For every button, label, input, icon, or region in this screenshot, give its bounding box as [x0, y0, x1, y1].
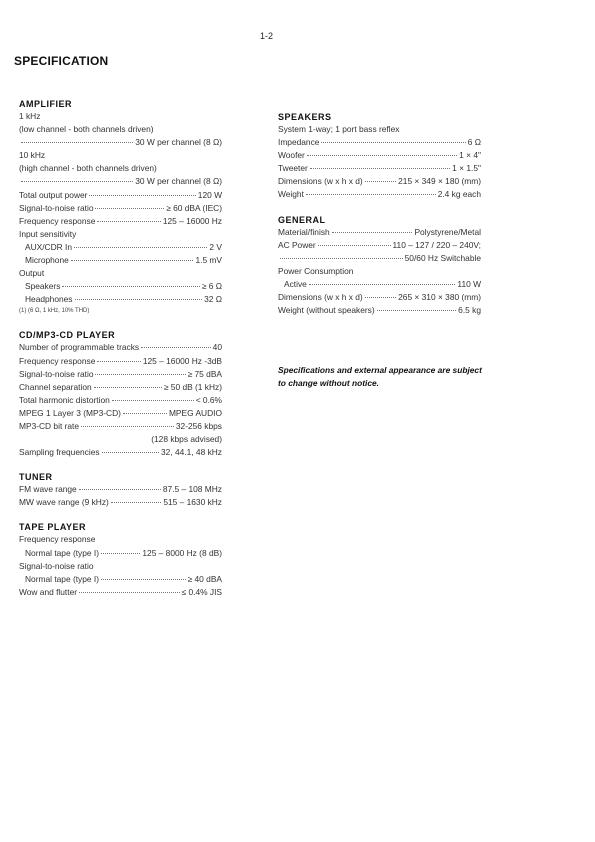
spec-label: MW wave range (9 kHz): [19, 497, 109, 508]
spec-line: [19, 368, 222, 381]
spec-line: (high channel - both channels driven): [19, 163, 157, 174]
spec-label: Number of programmable tracks: [19, 342, 140, 353]
dot-leader: [89, 189, 195, 196]
dot-leader: [102, 446, 159, 453]
spec-label: Microphone: [25, 255, 69, 266]
dot-leader: [112, 394, 194, 401]
page-title: SPECIFICATION: [14, 54, 109, 68]
dot-leader: [280, 252, 403, 259]
spec-value: 125 – 16000 Hz -3dB: [142, 355, 222, 366]
spec-line: [19, 215, 222, 228]
dot-leader: [365, 175, 396, 182]
dot-leader: [318, 239, 391, 246]
spec-value: 1.5 mV: [195, 255, 222, 266]
speakers-heading: SPEAKERS: [278, 112, 332, 122]
spec-value: 32-256 kbps: [175, 420, 222, 431]
amplifier-section: [19, 98, 222, 317]
dot-leader: [101, 547, 140, 554]
left-column: [19, 98, 222, 611]
spec-value: ≥ 6 Ω: [201, 281, 222, 292]
spec-label: Total output power: [19, 189, 88, 200]
dot-leader: [95, 368, 185, 375]
spec-value: 110 – 127 / 220 – 240V;: [392, 239, 481, 250]
dot-leader: [377, 304, 457, 311]
spec-line: [19, 293, 222, 306]
tuner-lines: [19, 483, 222, 509]
spec-value: 1 × 1.5": [452, 163, 481, 174]
dot-leader: [71, 254, 194, 261]
spec-line: Signal-to-noise ratio: [19, 560, 94, 571]
spec-line: [19, 433, 222, 446]
spec-label: Channel separation: [19, 381, 92, 392]
spec-line: [19, 420, 222, 433]
spec-label: Frequency response: [19, 215, 96, 226]
dot-leader: [81, 420, 174, 427]
general-heading: GENERAL: [278, 214, 326, 225]
disclaimer-note: Specifications and external appearance are subject to change without notice.: [278, 365, 482, 388]
spec-value: 125 – 8000 Hz (8 dB): [142, 547, 222, 558]
dot-leader: [97, 355, 140, 362]
dot-leader: [101, 573, 186, 580]
spec-line: [278, 162, 481, 175]
spec-label: Sampling frequencies: [19, 447, 100, 458]
spec-label: Active: [284, 278, 307, 289]
amplifier-footnote: (1) (6 Ω, 1 kHz, 10% THD): [19, 308, 90, 315]
spec-line: (low channel - both channels driven): [19, 124, 154, 135]
spec-value: 6 Ω: [467, 137, 481, 148]
spec-line: System 1-way; 1 port bass reflex: [278, 124, 400, 134]
spec-value: < 0.6%: [195, 394, 222, 405]
spec-value: 32, 44.1, 48 kHz: [161, 447, 222, 458]
spec-line: [19, 483, 222, 496]
spec-value: ≥ 60 dBA (IEC): [166, 202, 222, 213]
dot-leader: [97, 215, 161, 222]
spec-label: Tweeter: [278, 163, 308, 174]
spec-line: [278, 136, 481, 149]
spec-value: 32 Ω: [204, 294, 222, 305]
spec-value: ≥ 75 dBA: [187, 368, 222, 379]
spec-value: ≤ 0.4% JIS: [181, 586, 222, 597]
spec-value: MPEG AUDIO: [168, 407, 222, 418]
spec-line: [278, 291, 481, 304]
dot-leader: [62, 280, 199, 287]
spec-line: [278, 188, 481, 201]
spec-value: 87.5 – 108 MHz: [162, 484, 222, 495]
spec-label: Dimensions (w x h x d): [278, 176, 363, 187]
spec-label: FM wave range: [19, 484, 77, 495]
spec-line: [19, 547, 222, 560]
spec-line: [278, 252, 481, 265]
spec-value: 40: [212, 342, 222, 353]
spec-label: Material/finish: [278, 226, 330, 237]
spec-label: Wow and flutter: [19, 586, 78, 597]
dot-leader: [95, 202, 164, 209]
spec-line: [278, 304, 481, 317]
spec-line: [278, 175, 481, 188]
amplifier-heading: AMPLIFIER: [19, 99, 72, 109]
spec-line: [19, 241, 222, 254]
spec-line: [19, 189, 222, 202]
spec-label: Signal-to-noise ratio: [19, 368, 94, 379]
spec-value: 215 × 349 × 180 (mm): [398, 176, 481, 187]
cd-player-section: [19, 329, 222, 459]
general-section: [278, 214, 481, 318]
spec-label: MPEG 1 Layer 3 (MP3-CD): [19, 407, 121, 418]
dot-leader: [306, 188, 436, 195]
spec-value: 50/60 Hz Switchable: [404, 252, 481, 263]
spec-value: 30 W per channel (8 Ω): [135, 137, 222, 148]
tuner-section: [19, 471, 222, 509]
right-column: [278, 111, 481, 329]
spec-line: Output: [19, 268, 45, 279]
spec-line: [19, 202, 222, 215]
spec-value: 120 W: [197, 189, 222, 200]
spec-label: MP3-CD bit rate: [19, 420, 80, 431]
cd-player-heading: CD/MP3-CD PLAYER: [19, 330, 116, 341]
spec-value: 2.4 kg each: [437, 189, 481, 200]
spec-line: [19, 446, 222, 459]
spec-line: [19, 280, 222, 293]
spec-line: [19, 407, 222, 420]
spec-value: 2 V: [209, 241, 222, 252]
dot-leader: [332, 226, 413, 233]
spec-line: [19, 136, 222, 149]
spec-line: Power Consumption: [278, 265, 354, 276]
dot-leader: [111, 496, 162, 503]
tape-player-section: [19, 521, 222, 598]
tape-player-lines: [19, 533, 222, 598]
tuner-heading: TUNER: [19, 472, 53, 483]
spec-line: [19, 394, 222, 407]
cd-player-lines: [19, 341, 222, 459]
dot-leader: [74, 241, 207, 248]
spec-label: Weight: [278, 189, 304, 200]
spec-value: 125 – 16000 Hz: [162, 215, 222, 226]
spec-label: Frequency response: [19, 355, 96, 366]
spec-line: [19, 496, 222, 509]
dot-leader: [21, 136, 133, 143]
spec-label: Impedance: [278, 137, 320, 148]
spec-value: 30 W per channel (8 Ω): [135, 176, 222, 187]
general-lines: [278, 226, 481, 318]
dot-leader: [365, 291, 396, 298]
spec-value: 6.5 kg: [458, 305, 481, 316]
spec-value: 110 W: [457, 278, 481, 289]
spec-line: Frequency response: [19, 534, 96, 545]
tape-player-heading: TAPE PLAYER: [19, 522, 87, 533]
spec-value: ≥ 50 dB (1 kHz): [163, 381, 222, 392]
dot-leader: [309, 278, 456, 285]
spec-line: [278, 226, 481, 239]
dot-leader: [79, 483, 161, 490]
spec-value: ≥ 40 dBA: [187, 573, 222, 584]
spec-label: AC Power: [278, 239, 316, 250]
spec-line: [19, 341, 222, 354]
spec-line: 10 kHz: [19, 150, 46, 161]
dot-leader: [79, 586, 180, 593]
spec-line: [19, 573, 222, 586]
spec-label: Weight (without speakers): [278, 305, 375, 316]
spec-value: 515 – 1630 kHz: [163, 497, 222, 508]
dot-leader: [141, 341, 211, 348]
spec-line: [19, 254, 222, 267]
spec-label: Woofer: [278, 150, 305, 161]
spec-label: Signal-to-noise ratio: [19, 202, 94, 213]
spec-line: [19, 381, 222, 394]
spec-label: AUX/CDR In: [25, 241, 73, 252]
dot-leader: [94, 381, 162, 388]
dot-leader: [75, 293, 203, 300]
spec-label: Normal tape (type I): [25, 573, 100, 584]
spec-label: Speakers: [25, 281, 61, 292]
spec-label: Headphones: [25, 294, 73, 305]
dot-leader: [123, 407, 167, 414]
dot-leader: [307, 149, 457, 156]
spec-line: [278, 239, 481, 252]
spec-value: Polystyrene/Metal: [414, 226, 481, 237]
spec-value: 265 × 310 × 380 (mm): [398, 292, 481, 303]
spec-line: [278, 149, 481, 162]
speakers-lines: [278, 123, 481, 202]
spec-label: Total harmonic distortion: [19, 394, 110, 405]
spec-line: 1 kHz: [19, 111, 41, 121]
dot-leader: [21, 175, 133, 182]
spec-line: [19, 175, 222, 188]
dot-leader: [321, 136, 465, 143]
speakers-section: [278, 111, 481, 202]
spec-line: Input sensitivity: [19, 228, 77, 239]
spec-line: [19, 355, 222, 368]
spec-label: Normal tape (type I): [25, 547, 100, 558]
spec-value: (128 kbps advised): [151, 434, 222, 445]
spec-line: [19, 586, 222, 599]
page-number: 1-2: [260, 31, 274, 41]
spec-value: 1 × 4": [459, 150, 481, 161]
dot-leader: [310, 162, 450, 169]
amplifier-lines: [19, 110, 222, 306]
spec-line: [278, 278, 481, 291]
spec-label: Dimensions (w x h x d): [278, 292, 363, 303]
